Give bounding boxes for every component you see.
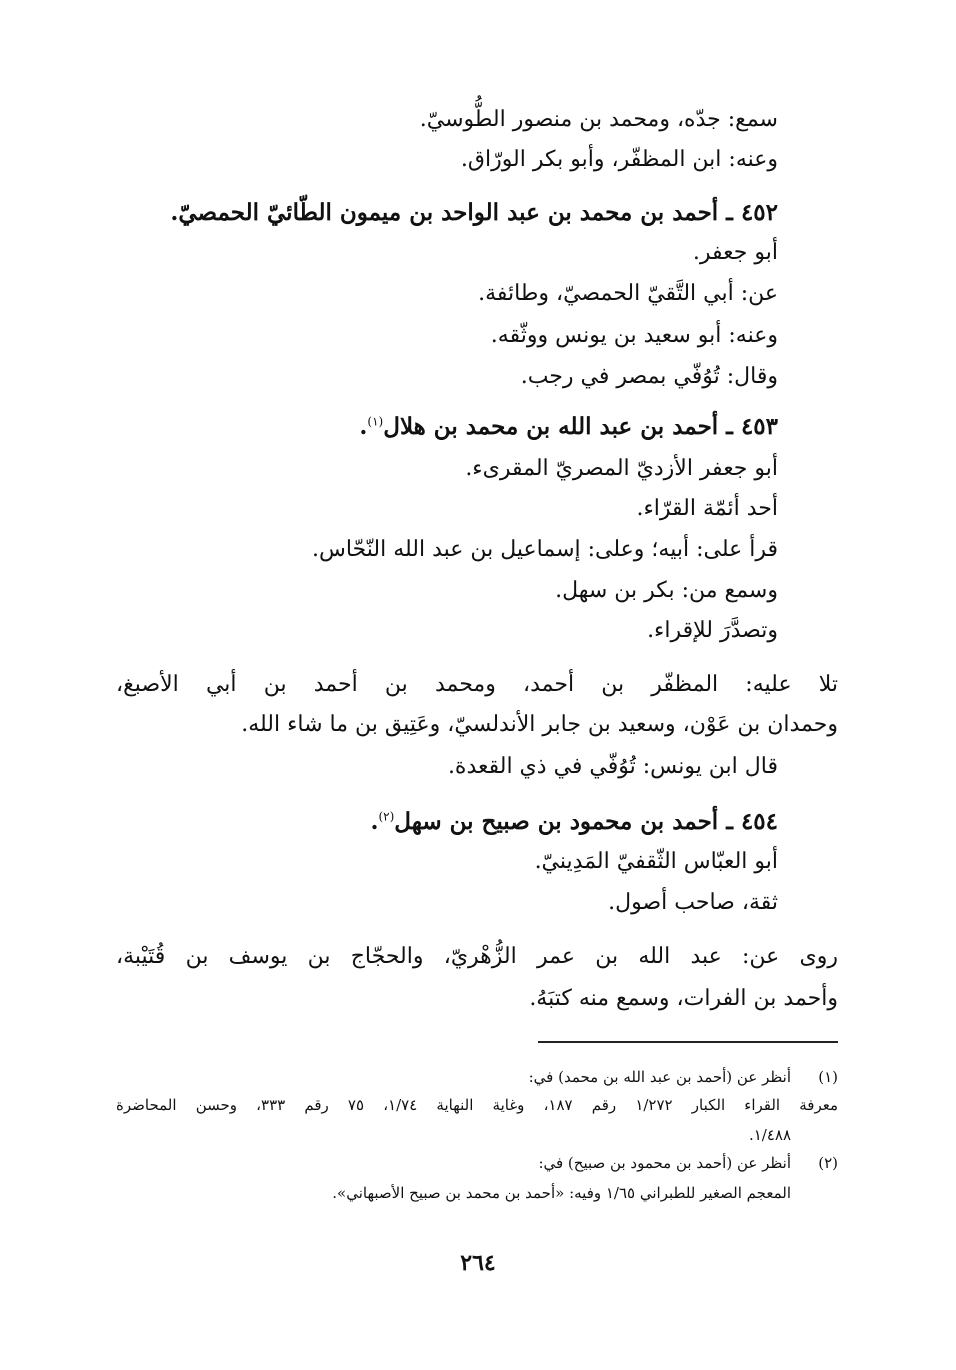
- text-line: وقال: تُوُفّي بمصر في رجب.: [520, 364, 778, 389]
- text-line: سمع: جدّه، ومحمد بن منصور الطُّوسيّ.: [419, 107, 778, 132]
- heading-text: ٤٥٤ ـ أحمد بن محمود بن صبيح بن سهل: [394, 808, 778, 835]
- text-line: أبو جعفر.: [692, 240, 778, 265]
- footnote-marker-2: (٢): [378, 809, 395, 824]
- footnote-marker-1: (١): [367, 414, 384, 429]
- page-number: ٢٦٤: [460, 1250, 496, 1276]
- entry-heading-453: [359, 410, 778, 446]
- footnote-line: ١/٤٨٨.: [748, 1126, 791, 1144]
- text-line: قال ابن يونس: تُوُفّي في ذي القعدة.: [447, 754, 778, 779]
- footnote-number: (١): [818, 1068, 838, 1086]
- text-line: وتصدَّرَ للإقراء.: [647, 618, 778, 643]
- text-line: ثقة، صاحب أصول.: [608, 890, 778, 915]
- footnote-line: معرفة القراء الكبار ١/٢٧٢ رقم ١٨٧، وغاية النهاية ١/٧٤، ٧٥ رقم ٣٣٣، وحسن المحاضرة: [116, 1096, 839, 1114]
- text-line: وأحمد بن الفرات، وسمع منه كتبَهُ.: [529, 986, 838, 1011]
- footnote-line: أنظر عن (أحمد بن عبد الله بن محمد) في:: [528, 1068, 791, 1086]
- footnote-number: (٢): [818, 1154, 838, 1172]
- text-line: وعنه: ابن المظفّر، وأبو بكر الورّاق.: [460, 147, 778, 172]
- heading-text: ٤٥٣ ـ أحمد بن عبد الله بن محمد بن هلال: [383, 413, 778, 440]
- text-line: وسمع من: بكر بن سهل.: [555, 578, 778, 603]
- footnote-line: أنظر عن (أحمد بن محمود بن صبيح) في:: [538, 1154, 791, 1172]
- text-line-justified: روى عن: عبد الله بن عمر الزُّهْريّ، والحجّاج بن يوسف بن قُتَيْبة،: [116, 944, 838, 969]
- footnote-separator: [538, 1041, 838, 1043]
- text-line: وحمدان بن عَوْن، وسعيد بن جابر الأندلسيّ، وعَتِيق بن ما شاء الله.: [241, 712, 838, 737]
- text-line: عن: أبي التَّقيّ الحمصيّ، وطائفة.: [478, 281, 778, 306]
- text-line: أبو جعفر الأزديّ المصريّ المقرىء.: [465, 456, 778, 481]
- heading-period: .: [370, 808, 379, 835]
- text-line-justified: تلا عليه: المظفّر بن أحمد، ومحمد بن أحمد بن أبي الأصبغ،: [116, 672, 838, 697]
- footnote-line: المعجم الصغير للطبراني ١/٦٥ وفيه: «أحمد بن محمد بن صبيح الأصبهاني».: [332, 1184, 791, 1202]
- text-line: قرأ على: أبيه؛ وعلى: إسماعيل بن عبد الله النّحّاس.: [312, 537, 778, 562]
- entry-heading-454: [370, 805, 778, 841]
- text-line: وعنه: أبو سعيد بن يونس ووثّقه.: [490, 323, 778, 348]
- entry-heading-452: ٤٥٢ ـ أحمد بن محمد بن عبد الواحد بن ميمون الطّائيّ الحمصيّ.: [170, 199, 778, 226]
- heading-period: .: [359, 413, 368, 440]
- text-line: أحد أئمّة القرّاء.: [636, 496, 778, 521]
- text-line: أبو العبّاس الثّقفيّ المَدِينيّ.: [534, 849, 778, 874]
